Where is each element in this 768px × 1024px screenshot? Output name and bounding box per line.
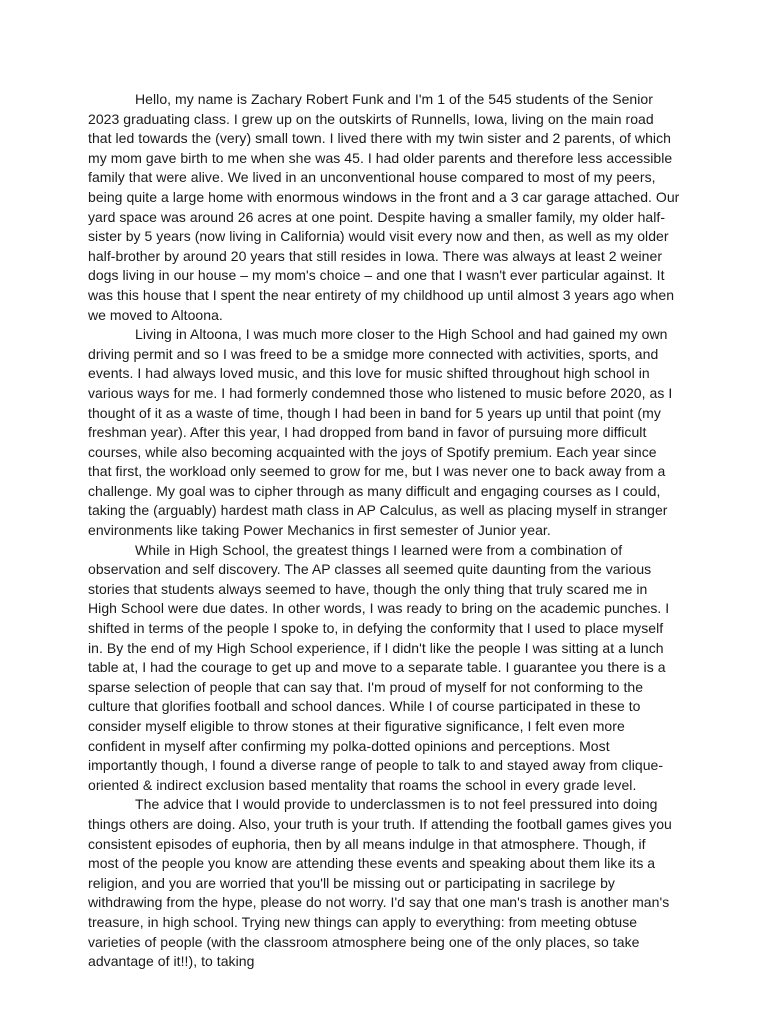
paragraph-intro: Hello, my name is Zachary Robert Funk and I'm 1 of the 545 students of the Senior 2023 graduating class. I grew up on the outskirts of Runnells, Iowa, living on the main road that led towards the (very) small town. I lived there with my twin sister and 2 parents, of which my mom gave birth to me when she was 45. I had older parents and therefore less accessible family that were alive. We lived in an unconventional house compared to most of my peers, being quite a large home with enormous windows in the front and a 3 car garage attached. Our yard space was around 26 acres at one point. Despite having a smaller family, my older half-sister by 5 years (now living in California) would visit every now and then, as well as my older half-brother by around 20 years that still resides in Iowa. There was always at least 2 weiner dogs living in our house – my mom's choice – and one that I wasn't ever particular against. It was this house that I spent the near entirety of my childhood up until almost 3 years ago when we moved to Altoona.	[88, 91, 680, 323]
paragraph-advice: The advice that I would provide to underclassmen is to not feel pressured into doing things others are doing. Also, your truth is your truth. If attending the football games gives you consistent episodes of euphoria, then by all means indulge in that atmosphere. Though, if most of the people you know are attending these events and speaking about them like its a religion, and you are worried that you'll be missing out or participating in sacrilege by withdrawing from the hype, please do not worry. I'd say that one man's trash is another man's treasure, in high school. Trying new things can apply to everything: from meeting obtuse varieties of people (with the classroom atmosphere being one of the only places, so take advantage of it!!), to taking	[88, 796, 672, 970]
paragraph-high-school: While in High School, the greatest things I learned were from a combination of observation and self discovery. The AP classes all seemed quite daunting from the various stories that students always seemed to have, though the only thing that truly scared me in High School were due dates. In other words, I was ready to bring on the academic punches. I shifted in terms of the people I spoke to, in defying the conformity that I used to place myself in. By the end of my High School experience, if I didn't like the people I was sitting at a lunch table at, I had the courage to get up and move to a separate table. I guarantee you there is a sparse selection of people that can say that. I'm proud of myself for not conforming to the culture that glorifies football and school dances. While I of course participated in these to consider myself eligible to throw stones at their figurative significance, I felt even more confident in myself after confirming my polka-dotted opinions and perceptions. Most importantly though, I found a diverse range of people to talk to and stayed away from clique-oriented & indirect exclusion based mentality that roams the school in every grade level.	[88, 541, 670, 793]
paragraph-altoona: Living in Altoona, I was much more closer to the High School and had gained my own driving permit and so I was freed to be a smidge more connected with activities, sports, and events. I had always loved music, and this love for music shifted throughout high school in various ways for me. I had formerly condemned those who listened to music before 2020, as I thought of it as a waste of time, though I had been in band for 5 years up until that point (my freshman year). After this year, I had dropped from band in favor of pursuing more difficult courses, while also becoming acquainted with the joys of Spotify premium. Each year since that first, the workload only seemed to grow for me, but I was never one to back away from a challenge. My goal was to cipher through as many difficult and engaging courses as I could, taking the (arguably) hardest math class in AP Calculus, as well as placing myself in stranger environments like taking Power Mechanics in first semester of Junior year.	[88, 326, 673, 539]
document-page	[88, 90, 680, 972]
